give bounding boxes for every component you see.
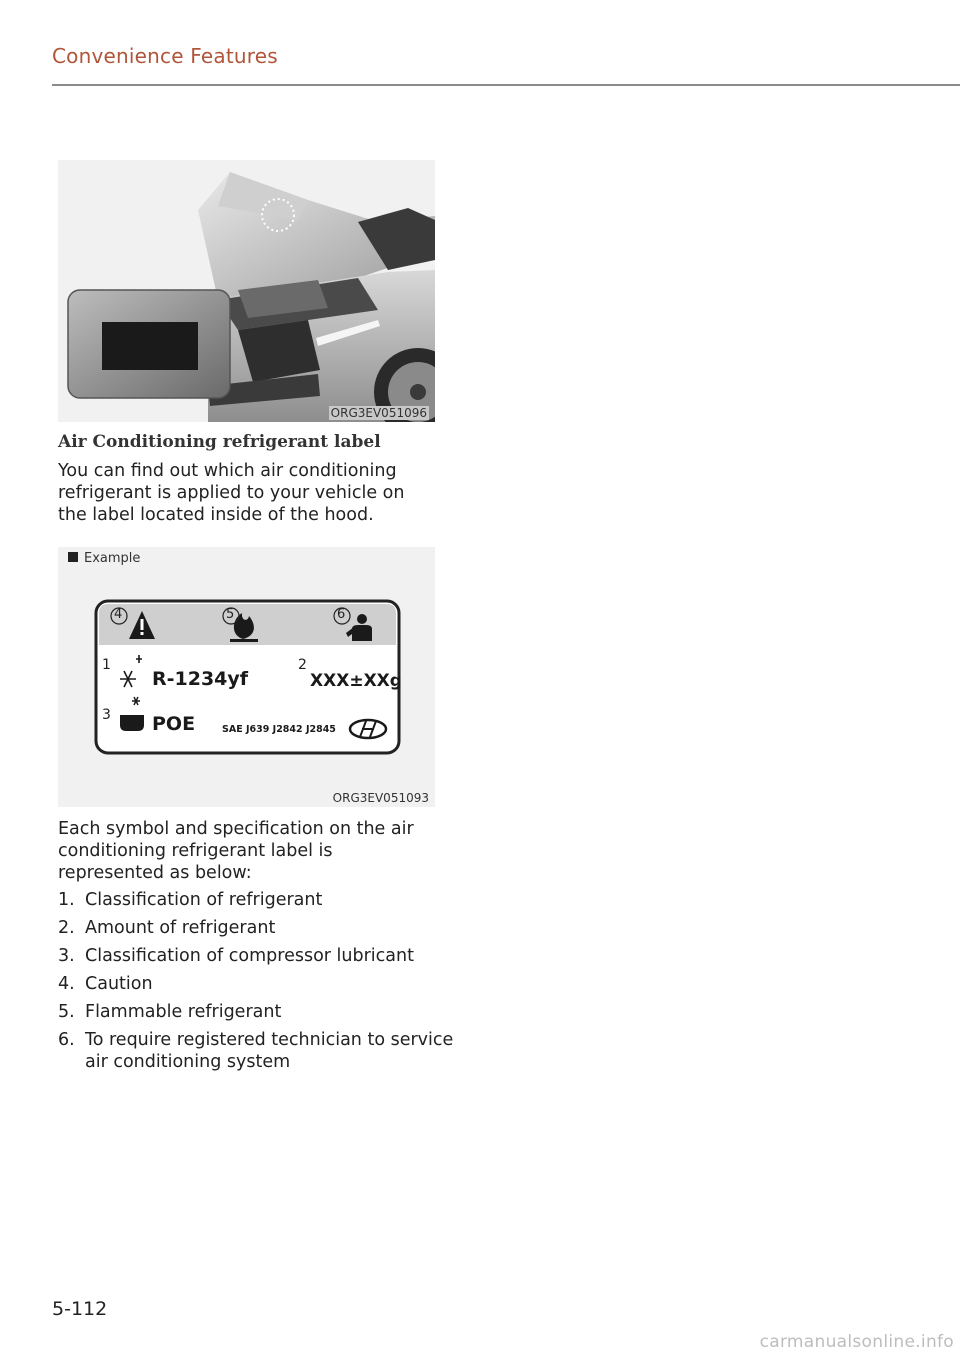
symbol-list (58, 889, 458, 1079)
list-item: 5. Flammable refrigerant (58, 1002, 282, 1022)
badge-2: 2 (298, 657, 307, 673)
list-item: 4. Caution (58, 974, 153, 994)
badge-6: 6 (337, 607, 346, 622)
intro-paragraph: You can find out which air conditioning refrigerant is applied to your vehicle on the label located inside of the hood. (58, 461, 405, 525)
car-open-hood-illustration (58, 160, 435, 422)
lead-paragraph: Each symbol and specification on the air conditioning refrigerant label is represented as below: (58, 819, 414, 883)
refrigerant-amount: XXX±XXg (310, 671, 402, 691)
figure-code: ORG3EV051093 (332, 791, 429, 805)
list-item: 6. To require registered technician to service air conditioning system (58, 1030, 454, 1072)
hood-figure (58, 160, 435, 422)
page-number: 5-112 (52, 1298, 108, 1320)
figure-code: ORG3EV051096 (330, 406, 427, 420)
list-item: 3. Classification of compressor lubricant (58, 946, 414, 966)
refrigerant-type: R-1234yf (152, 668, 249, 690)
sae-standards: SAE J639 J2842 J2845 (222, 724, 336, 735)
list-item: 2. Amount of refrigerant (58, 918, 276, 938)
badge-5: 5 (226, 607, 235, 622)
page-header-title: Convenience Features (52, 44, 278, 68)
lubricant-type: POE (152, 713, 196, 735)
watermark[interactable]: carmanualsonline.info (759, 1332, 954, 1352)
header-divider (52, 84, 960, 86)
refrigerant-label-figure (58, 547, 435, 807)
badge-3: 3 (102, 707, 111, 723)
example-caption: Example (68, 551, 140, 566)
list-item: 1. Classification of refrigerant (58, 890, 323, 910)
badge-1: 1 (102, 657, 111, 673)
section-heading: Air Conditioning refrigerant label (58, 432, 381, 452)
badge-4: 4 (114, 607, 123, 622)
